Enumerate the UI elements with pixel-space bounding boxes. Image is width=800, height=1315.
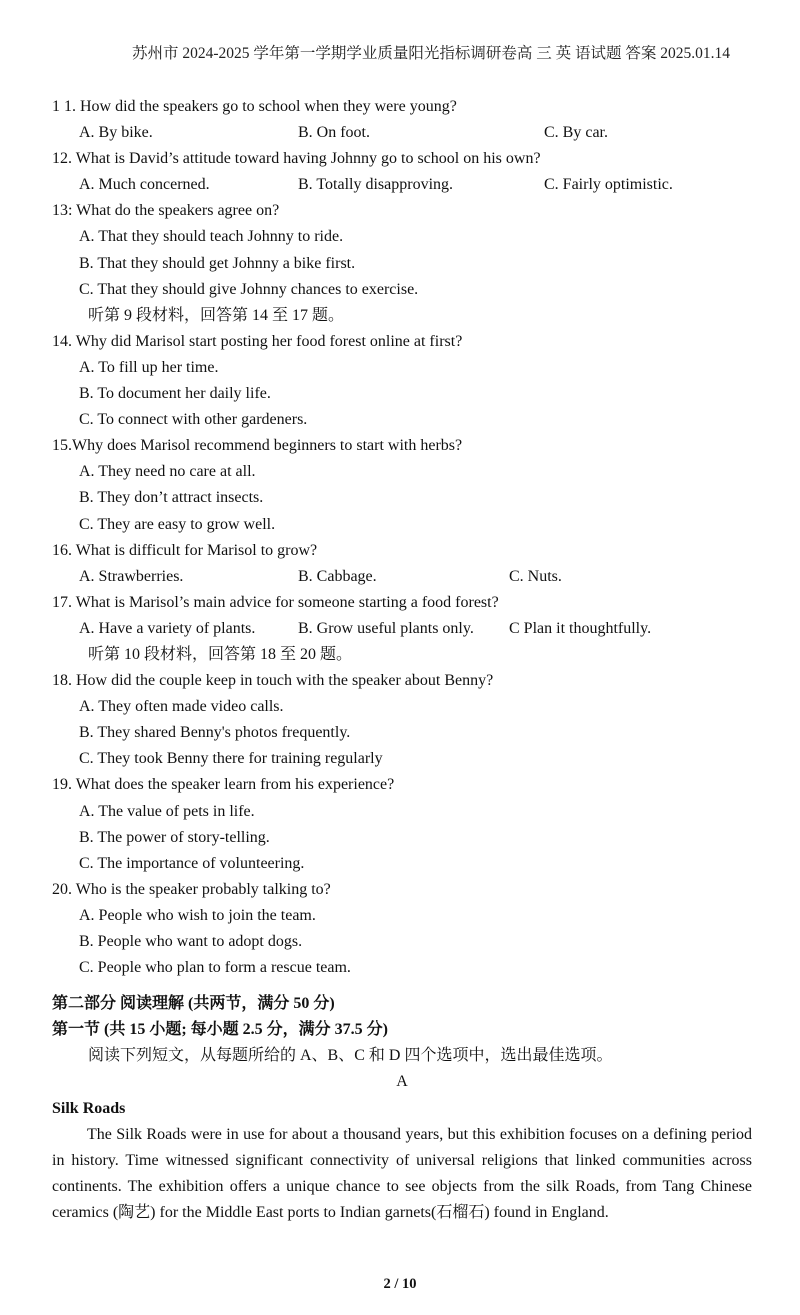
question-17-options [52,616,752,642]
passage-title: Silk Roads [52,1099,126,1117]
question-16-options [52,564,752,590]
option-a: A. To fill up her time. [79,358,219,376]
option-a: A. That they should teach Johnny to ride. [79,228,344,246]
option-c: C. Nuts. [509,567,562,585]
option-b: B. Totally disapproving. [298,176,454,194]
question-13-stem: 13: What do the speakers agree on? [52,202,280,220]
question-11-options [52,120,752,146]
option-a: A. People who wish to join the team. [79,906,316,924]
option-c: C. That they should give Johnny chances to exercise. [79,280,419,298]
option-b: B. That they should get Johnny a bike first. [79,254,356,272]
option-b: B. They shared Benny's photos frequently. [79,724,351,742]
option-c: C. Fairly optimistic. [544,176,673,194]
option-c: C Plan it thoughtfully. [509,619,652,637]
question-20-stem: 20. Who is the speaker probably talking to? [52,880,331,898]
option-c: C. They are easy to grow well. [79,515,276,533]
option-c: C. By car. [544,124,608,142]
question-19-stem: 19. What does the speaker learn from his experience? [52,776,395,794]
section-one-title: 第一节 (共 15 小题; 每小题 2.5 分，满分 37.5 分) [52,1021,388,1039]
option-c: C. The importance of volunteering. [79,854,305,872]
page-header: 苏州市 2024-2025 学年第一学期学业质量阳光指标调研卷高 三 英 语试题 答案 2025.01.14 [131,45,730,62]
option-a: A. They need no care at all. [79,463,256,481]
option-b: B. On foot. [298,124,370,142]
page-content [52,94,752,1226]
passage-paragraph: The Silk Roads were in use for about a thousand years, but this exhibition focuses on a defining period in history. Time witnessed significant connectivity of universal religions that linked communities across continents. The exhibition offers a unique chance to see objects from the silk Roads, from Tang Chinese ceramics (陶艺) for the Middle East ports to Indian garnets(石榴石) found in England. [52,1125,752,1221]
listening-instruction-2: 听第 10 段材料，回答第 18 至 20 题。 [88,645,353,663]
option-b: B. The power of story-telling. [79,828,270,846]
option-a: A. They often made video calls. [79,698,284,716]
option-b: B. Cabbage. [298,567,377,585]
question-18-stem: 18. How did the couple keep in touch with the speaker about Benny? [52,672,494,690]
option-b: B. To document her daily life. [79,385,271,403]
passage-letter: A [396,1073,408,1091]
option-b: B. They don’t attract insects. [79,489,264,507]
question-12-options [52,172,752,198]
listening-instruction-1: 听第 9 段材料，回答第 14 至 17 题。 [88,306,345,324]
question-15-stem: 15.Why does Marisol recommend beginners to start with herbs? [52,437,463,455]
question-12-stem: 12. What is David’s attitude toward having Johnny go to school on his own? [52,150,541,168]
option-c: C. They took Benny there for training regularly [79,750,383,768]
option-a: A. The value of pets in life. [79,802,255,820]
option-a: A. Much concerned. [79,176,210,194]
section-one-instruction: 阅读下列短文，从每题所给的 A、B、C 和 D 四个选项中，选出最佳选项。 [88,1047,613,1065]
option-c: C. To connect with other gardeners. [79,411,308,429]
page-number: 2 / 10 [383,1276,417,1292]
question-11-stem: 1 1. How did the speakers go to school when they were young? [52,98,457,115]
question-17-stem: 17. What is Marisol’s main advice for someone starting a food forest? [52,593,499,611]
part-two-title: 第二部分 阅读理解 (共两节，满分 50 分) [52,995,335,1013]
question-16-stem: 16. What is difficult for Marisol to grow? [52,541,318,559]
option-b: B. People who want to adopt dogs. [79,933,303,950]
option-c: C. People who plan to form a rescue team. [79,959,351,977]
option-a: A. Strawberries. [79,567,184,585]
question-14-stem: 14. Why did Marisol start posting her food forest online at first? [52,332,463,350]
option-a: A. By bike. [79,124,153,142]
option-b: B. Grow useful plants only. [298,619,474,637]
option-a: A. Have a variety of plants. [79,619,256,637]
